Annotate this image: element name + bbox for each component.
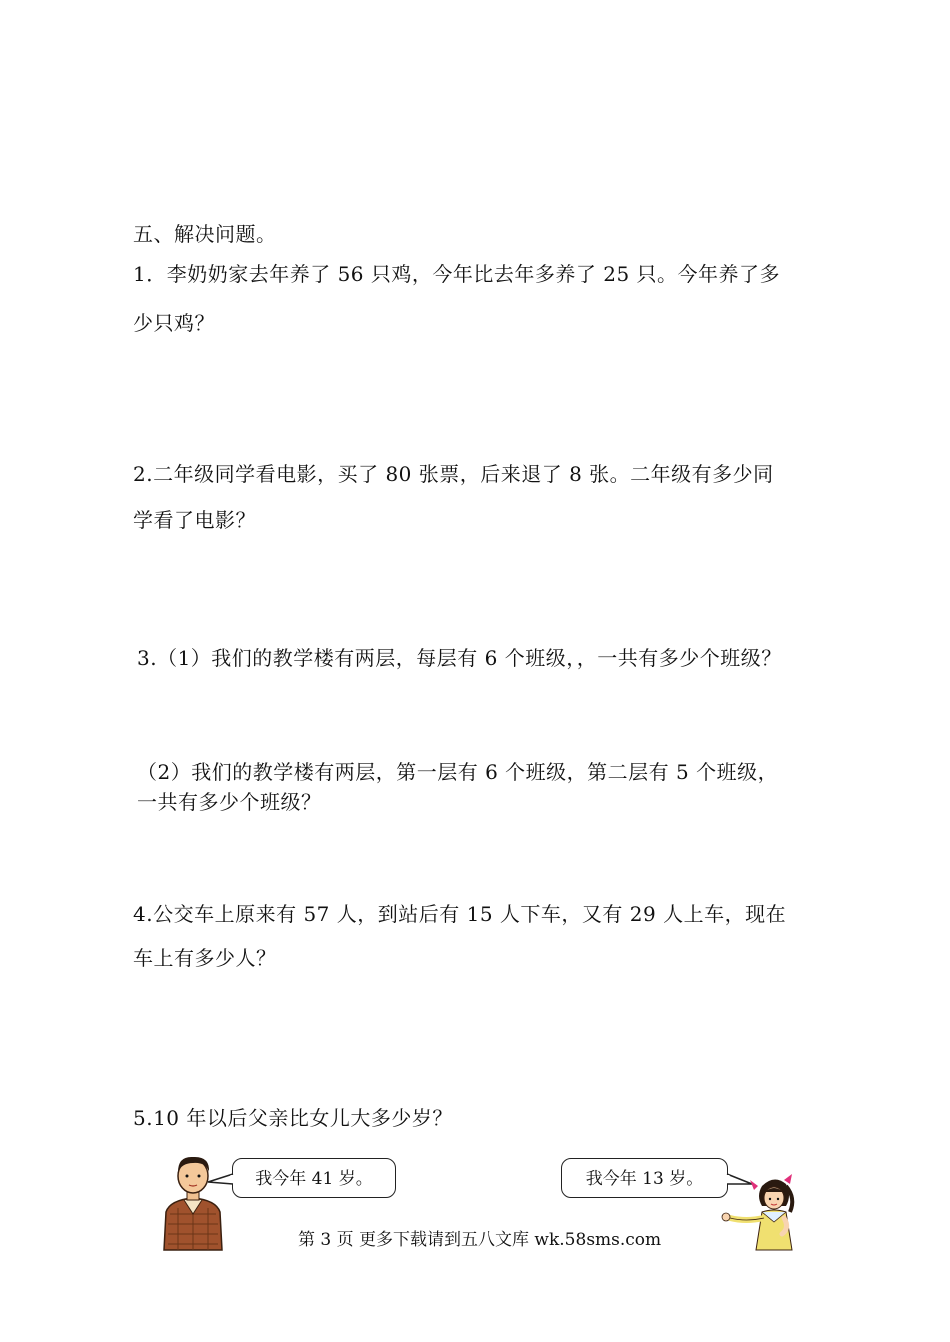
daughter-speech-text: 我今年 13 岁。 [585,1169,704,1189]
father-speech-bubble [232,1158,396,1198]
section-title: 五、解决问题。 [133,222,277,246]
daughter-speech-bubble [561,1158,728,1198]
page-footer: 第 3 页 更多下载请到五八文库 wk.58sms.com [298,1230,662,1250]
problem-3-part-1: 3.（1）我们的教学楼有两层，每层有 6 个班级，，一共有多少个班级？ [137,646,782,670]
problem-1-line-1: 1．李奶奶家去年养了 56 只鸡，今年比去年多养了 25 只。今年养了多 [133,262,781,286]
problem-3-part-2-line-1: （2）我们的教学楼有两层，第一层有 6 个班级，第二层有 5 个班级， [137,760,779,784]
problem-1-line-2: 少只鸡？ [133,311,215,335]
problem-2-line-1: 2.二年级同学看电影，买了 80 张票，后来退了 8 张。二年级有多少同 [133,462,774,486]
father-illustration [156,1152,231,1252]
father-speech-text: 我今年 41 岁。 [255,1169,373,1189]
problem-5-line-1: 5.10 年以后父亲比女儿大多少岁？ [133,1106,453,1130]
father-bubble-tail [206,1170,236,1190]
problem-2-line-2: 学看了电影？ [133,508,256,532]
problem-4-line-1: 4.公交车上原来有 57 人，到站后有 15 人下车，又有 29 人上车，现在 [133,902,787,926]
daughter-illustration [716,1172,806,1252]
problem-3-part-2-line-2: 一共有多少个班级？ [137,790,322,814]
problem-4-line-2: 车上有多少人？ [133,946,277,970]
